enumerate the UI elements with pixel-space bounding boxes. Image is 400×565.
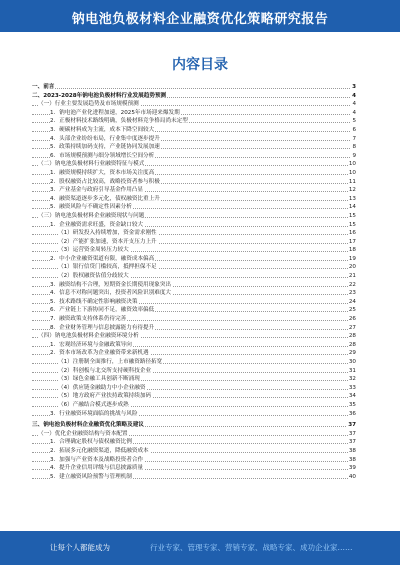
toc-entry-title: 3．行业融资环境面临的挑战与风险 — [50, 410, 138, 417]
toc-entry[interactable] — [32, 246, 356, 255]
toc-entry[interactable] — [32, 195, 356, 204]
toc-entry-title: （2）产能扩张加速，资本开支压力上升 — [58, 238, 157, 245]
toc-entry-page: 19 — [348, 255, 356, 262]
toc-entry-title: （1）注册制全面推行，上市融资路径拓宽 — [58, 359, 163, 365]
toc-entry-page: 7 — [352, 135, 356, 142]
toc-entry-title: 5．建立融资风险预警与管理机制 — [50, 473, 132, 480]
toc-entry[interactable] — [32, 126, 356, 135]
toc-entry[interactable] — [32, 447, 356, 456]
toc-entry-title: （2）科创板与北交所支持硬科技企业 — [58, 367, 152, 374]
toc-entry[interactable] — [32, 456, 356, 465]
toc-entry-title: （4）供应链金融助力中小企业融资 — [58, 384, 146, 391]
toc-entry-title: 5．融资风险与不确定性因素分析 — [50, 204, 132, 211]
toc-entry[interactable] — [32, 92, 356, 101]
toc-entry-title: （5）地方政府产业扶持政策持续加码 — [58, 393, 152, 400]
toc-entry-page: 5 — [352, 118, 356, 125]
toc-entry-title: 1．融资规模持续扩大，资本市场关注度高 — [50, 169, 155, 176]
toc-entry-title: 4．融资渠道逐步多元化，债权融资比重上升 — [50, 195, 160, 202]
toc-entry[interactable] — [32, 289, 356, 298]
toc-entry-page: 3 — [352, 84, 356, 90]
toc-entry[interactable] — [32, 229, 356, 238]
toc-entry-title: （2）股权融资估值分歧较大 — [58, 273, 129, 280]
toc-entry[interactable] — [32, 349, 356, 358]
toc-entry-page: 4 — [352, 109, 356, 116]
toc-entry-page: 14 — [348, 204, 356, 211]
toc-entry[interactable] — [32, 401, 356, 410]
toc-entry-title: （6）产融结合模式逐步成熟 — [58, 401, 129, 408]
toc-entry-page: 15 — [348, 221, 356, 228]
toc-entry-title: （3）运营资金周转压力较大 — [58, 247, 129, 254]
toc-entry-title: （二）钠电池负极材料行业融资特征与模式 — [38, 161, 145, 168]
toc-entry-title: （三）钠电池负极材料企业融资现状与问题 — [38, 212, 145, 219]
toc-entry-page: 23 — [348, 290, 356, 297]
report-title: 钠电池负极材料企业融资优化策略研究报告 — [71, 12, 329, 27]
toc-entry-title: 一、前言 — [32, 84, 55, 90]
toc-entry-title: 4．头部企业纷纷布局，行业集中度逐步提升 — [50, 135, 160, 142]
toc-entry[interactable] — [32, 263, 356, 272]
toc-entry-page: 21 — [348, 273, 356, 280]
toc-entry[interactable] — [32, 438, 356, 447]
toc-entry-page: 37 — [348, 430, 356, 437]
toc-entry-page: 33 — [348, 384, 356, 391]
toc-entry[interactable] — [32, 160, 356, 169]
footer-roles: 行业专家、管理专家、营销专家、战略专家、成功企业家…… — [150, 543, 353, 552]
toc-entry-title: 1．钠电池产业化进程加速，2025年市场迎来爆发期 — [50, 109, 180, 116]
toc-entry[interactable] — [32, 143, 356, 152]
toc-entry-page: 16 — [348, 230, 356, 237]
toc-entry-title: 2．股权融资占比较高，战略投资者参与积极 — [50, 178, 160, 185]
toc-entry-page: 22 — [348, 281, 356, 288]
toc-entry[interactable] — [32, 375, 356, 384]
toc-entry-page: 17 — [348, 238, 356, 245]
toc-entry[interactable] — [32, 464, 356, 473]
toc-entry-page: 9 — [352, 152, 356, 159]
toc-entry[interactable] — [32, 384, 356, 393]
toc-entry-title: 二、2023-2028年钠电池负极材料行业发展趋势预测 — [32, 92, 167, 99]
toc-entry[interactable] — [32, 109, 356, 118]
toc-entry-title: （3）绿色金融工具创新不断涌现 — [58, 376, 140, 383]
toc-entry[interactable] — [32, 358, 356, 367]
toc-entry-title: （一）优化企业融资结构与资本配置 — [38, 430, 128, 437]
toc-entry-title: （四）钠电池负极材料企业融资环境分析 — [38, 333, 139, 340]
toc-entry[interactable] — [32, 152, 356, 161]
toc-entry-page: 36 — [348, 410, 356, 417]
page-footer — [0, 531, 400, 565]
toc-entry-title: （1）银行信贷门槛较高，抵押担保不足 — [58, 264, 157, 271]
toc-entry-page: 39 — [348, 465, 356, 472]
toc-entry-page: 11 — [348, 178, 356, 185]
toc-entry-page: 25 — [348, 307, 356, 314]
toc-entry-page: 40 — [348, 473, 356, 480]
toc-entry[interactable] — [32, 169, 356, 178]
toc-entry-title: 6．产业链上下游协同不足，融资效率偏低 — [50, 307, 155, 314]
toc-entry-page: 37 — [348, 422, 356, 429]
toc-entry[interactable] — [32, 255, 356, 264]
toc-entry-page: 6 — [352, 126, 356, 133]
toc-entry-title: 三、钠电池负极材料企业融资优化策略及建议 — [32, 422, 144, 429]
toc-entry[interactable] — [32, 272, 356, 281]
toc-entry-title: 3．产业基金与政府引导基金作用凸显 — [50, 187, 144, 194]
toc-entry-page: 4 — [352, 101, 356, 108]
toc-entry[interactable] — [32, 135, 356, 144]
toc-entry-page: 24 — [348, 298, 356, 305]
toc-entry[interactable] — [32, 238, 356, 247]
toc-entry-page: 37 — [348, 439, 356, 446]
toc-entry[interactable] — [32, 186, 356, 195]
toc-entry-title: （1）研发投入持续增加，资金需求刚性 — [58, 230, 157, 237]
toc-entry-title: 2．拓展多元化融资渠道，降低融资成本 — [50, 447, 149, 454]
toc-entry[interactable] — [32, 367, 356, 376]
toc-entry[interactable] — [32, 315, 356, 324]
toc-entry-title: 3．融资结构不合理，短期资金长期使用现象突出 — [50, 281, 172, 288]
toc-entry-title: 2．资本市场改革为企业融资带来新机遇 — [50, 350, 149, 357]
toc-entry-page: 32 — [348, 376, 356, 383]
toc-entry[interactable] — [32, 421, 356, 430]
toc-entry-page: 38 — [348, 447, 356, 454]
toc-entry[interactable] — [32, 324, 356, 333]
toc-entry-title: 5．技术路线不确定性影响融资决策 — [50, 298, 138, 305]
toc-entry[interactable] — [32, 83, 356, 92]
toc-entry-title: 6．市场规模预测与细分领域增长空间分析 — [50, 152, 155, 159]
toc-entry-page: 12 — [348, 187, 356, 194]
toc-entry-page: 28 — [348, 341, 356, 348]
report-header — [0, 0, 400, 32]
toc-entry-title: 8．企业财务管理与信息披露能力有待提升 — [50, 324, 155, 331]
toc-entry[interactable] — [32, 341, 356, 350]
toc-entry-page: 38 — [348, 456, 356, 463]
toc-entry-page: 28 — [348, 333, 356, 340]
toc-entry-title: 4．信息不对称问题突出，投资者风险识别难度大 — [50, 290, 172, 297]
table-of-contents — [32, 83, 356, 481]
toc-entry-title: 3．加强与产业资本及战略投资者合作 — [50, 456, 144, 463]
toc-entry[interactable] — [32, 203, 356, 212]
toc-entry-title: 3．硬碳材料成为主流，成本下降空间较大 — [50, 126, 155, 133]
toc-entry-title: 2．正极材料技术路线明确，负极材料竞争格局尚未定型 — [50, 118, 188, 125]
toc-entry[interactable] — [32, 117, 356, 126]
toc-entry[interactable] — [32, 221, 356, 230]
toc-entry[interactable] — [32, 430, 356, 439]
toc-entry-page: 13 — [348, 195, 356, 202]
toc-entry[interactable] — [32, 178, 356, 187]
toc-entry-title: 1．企业融资需求旺盛，资金缺口较大 — [50, 221, 144, 228]
toc-entry[interactable] — [32, 281, 356, 290]
toc-entry-page: 15 — [348, 212, 356, 219]
toc-leader-dots — [32, 88, 356, 89]
toc-entry-title: 1．宏观经济环境与金融政策导向 — [50, 341, 132, 348]
toc-entry[interactable] — [32, 298, 356, 307]
toc-entry[interactable] — [32, 392, 356, 401]
toc-entry[interactable] — [32, 332, 356, 341]
toc-entry-page: 26 — [348, 316, 356, 323]
toc-entry[interactable] — [32, 473, 356, 482]
toc-entry-page: 10 — [348, 169, 356, 176]
toc-entry[interactable] — [32, 410, 356, 419]
toc-entry-title: 7．融资政策支持体系仍待完善 — [50, 316, 127, 323]
toc-entry-page: 34 — [348, 393, 356, 400]
toc-entry-page: 30 — [348, 359, 356, 365]
toc-entry-page: 4 — [352, 92, 356, 99]
toc-entry-title: 1．合理确定股权与债权融资比例 — [50, 439, 132, 446]
toc-entry-page: 8 — [352, 144, 356, 151]
toc-entry-title: （一）行业主要发展趋势及市场规模预测 — [38, 101, 139, 108]
toc-entry-page: 20 — [348, 264, 356, 271]
toc-entry-page: 31 — [348, 367, 356, 374]
toc-heading: 内容目录 — [172, 57, 228, 73]
toc-entry-title: 4．提升企业信用评级与信息披露质量 — [50, 465, 144, 472]
toc-entry-page: 35 — [348, 401, 356, 408]
toc-entry-title: 2．中小企业融资渠道有限，融资成本偏高 — [50, 255, 155, 262]
toc-entry[interactable] — [32, 100, 356, 109]
toc-entry-title: 5．政策持续加码支持，产业链协同发展加速 — [50, 144, 160, 151]
toc-entry-page: 27 — [348, 324, 356, 331]
toc-entry[interactable] — [32, 306, 356, 315]
footer-slogan: 让每个人都能成为 — [50, 543, 110, 552]
toc-entry-page: 10 — [348, 161, 356, 168]
toc-entry-page: 18 — [348, 247, 356, 254]
toc-entry[interactable] — [32, 212, 356, 221]
toc-entry-page: 29 — [348, 350, 356, 357]
